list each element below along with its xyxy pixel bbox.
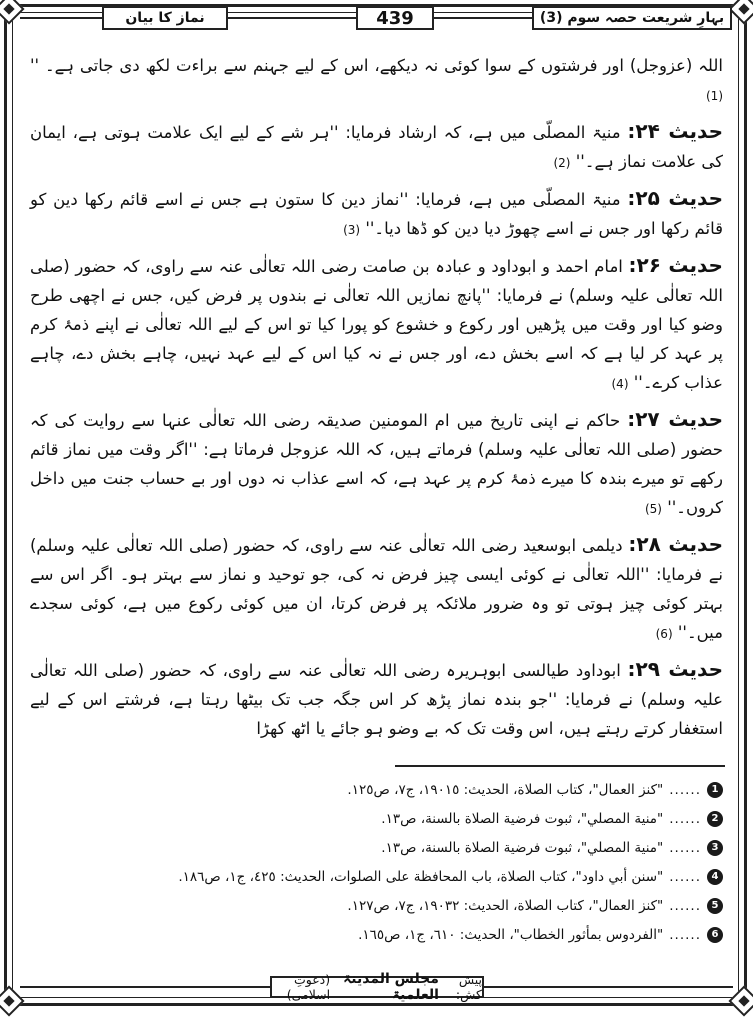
presenter-label: پیش کش: [455,972,482,1002]
footnote-text: "الفردوس بمأثور الخطاب"، الحديث: ٦١٠، ج١، ص١٦٥. [358,926,664,943]
page-header [20,6,733,32]
footnote-leader: ...... [669,897,701,914]
paragraph [30,405,723,524]
paragraph-text: دیلمی ابوسعید رضی اللہ تعالٰی عنہ سے راوی، کہ حضور (صلی اللہ تعالٰی علیہ وسلم) نے فرمایا: ''اللہ تعالٰی نے کوئی ایسی چیز فرض نہ کی، جو توحید و نماز سے بہتر ہو۔ اگر اس سے بہتر کوئی چیز ہوتی تو وہ ضرور ملائکہ پر فرض کرتا، ان میں کوئی رکوع میں ہے، کوئی سجدے میں۔'' [30,536,723,642]
footnote-number: 2 [707,811,723,827]
footer-rule [20,986,270,988]
footnote-leader: ...... [669,781,701,798]
footnote-ref: (3) [343,223,361,237]
footnote-number: 4 [707,869,723,885]
paragraph [30,117,723,178]
footnote-leader: ...... [669,810,701,827]
paragraph [30,50,723,111]
footnote-ref: (2) [553,156,571,170]
paragraph-text: منیۃ المصلّی میں ہے، کہ ارشاد فرمایا: ''ہر شے کے لیے ایک علامت ہوتی ہے، ایمان کی علامت نماز ہے۔'' [30,123,723,171]
footnote-ref: (5) [644,502,662,516]
footnote-item [30,804,723,833]
footnote-leader: ...... [669,839,701,856]
paragraph-text: ابوداود طیالسی ابوہریرہ رضی اللہ تعالٰی عنہ سے راوی، کہ حضور (صلی اللہ تعالٰی علیہ وسلم) نے فرمایا: ''جو بندہ نماز پڑھ کر اس جگہ جب تک بیٹھا رہتا ہے، فرشتے اس کے لیے استغفار کرتے رہتے ہیں، اس وقت تک کہ بے وضو ہو جائے یا اٹھ کھڑا [30,661,723,738]
footer-rule [484,986,733,988]
footnote-text: "كنز العمال"، كتاب الصلاة، الحديث: ١٩٠١٥، ج٧، ص١٢٥. [347,781,664,798]
header-rule [20,17,102,19]
footnote-text: "منية المصلي"، ثبوت فرضية الصلاة بالسنة، ص١٣. [381,839,664,856]
footnote-number: 3 [707,840,723,856]
hadith-heading: حدیث ۲۵: [627,186,724,210]
page-number: 439 [356,6,434,30]
footnote-leader: ...... [669,868,701,885]
footnote-ref: (1) [705,89,723,103]
footnote-leader: ...... [669,926,701,943]
footnote-item [30,891,723,920]
footnote-item [30,862,723,891]
footnote-text: "سنن أبي داود"، كتاب الصلاة، باب المحافظة على الصلوات، الحديث: ٤٢٥، ج١، ص١٨٦. [178,868,664,885]
footnote-number: 1 [707,782,723,798]
paragraph-text: منیۃ المصلّی میں ہے، فرمایا: ''نماز دین کا ستون ہے جس نے اسے قائم رکھا دین کو قائم رکھا اور جس نے اسے چھوڑ دیا دین کو ڈھا دیا۔'' [30,190,723,238]
hadith-heading: حدیث ۲۶: [628,253,723,277]
footnote-separator [395,765,725,767]
book-title: بہارِ شریعت حصہ سوم (3) [532,6,732,30]
footnote-text: "منية المصلي"، ثبوت فرضية الصلاة بالسنة، ص١٣. [381,810,664,827]
footnote-number: 6 [707,927,723,943]
paragraph-text: حاکم نے اپنی تاریخ میں ام المومنین صدیقہ رضی اللہ تعالٰی عنہا سے روایت کی کہ حضور (صلی اللہ تعالٰی علیہ وسلم) فرماتے ہیں، کہ اللہ عزوجل فرماتا ہے: ''اگر وقت میں نماز قائم رکھے تو میرے بندہ کا میرے ذمۂ کرم پر عہد ہے، کہ اسے عذاب نہ دوں اور بے حساب جنت میں داخل کروں۔'' [30,411,723,517]
page-footer [20,971,733,1003]
footnote-ref: (6) [655,627,673,641]
hadith-heading: حدیث ۲۸: [628,532,723,556]
paragraph-text: اللہ (عزوجل) اور فرشتوں کے سوا کوئی نہ دیکھے، اس کے لیے جہنم سے براءت لکھ دی جاتی ہے۔ '' [30,56,723,75]
hadith-heading: حدیث ۲۷: [627,407,723,431]
paragraph-text: امام احمد و ابوداود و عبادہ بن صامت رضی اللہ تعالٰی عنہ سے راوی، کہ حضور (صلی اللہ تعالٰی علیہ وسلم) نے فرمایا: ''پانچ نمازیں اللہ تعالٰی نے بندوں پر فرض کیں، جس نے اچھی طرح وضو کیا اور وقت میں پڑھیں اور رکوع و خشوع کو پورا کیا تو اس کے لیے اللہ تعالٰی نے اپنے ذمۂ کرم پر عہد کر لیا ہے کہ اسے بخش دے، اور جس نے نہ کیا اس کے لیے عہد نہیں، چاہے بخش دے، چاہے عذاب کرے۔'' [30,257,723,392]
paragraph [30,251,723,399]
header-rule [434,17,532,19]
publisher-name: مجلس المدینۃ العلمیۃ [343,971,439,1003]
footnote-number: 5 [707,898,723,914]
footnote-item [30,833,723,862]
paragraph [30,530,723,649]
main-text [30,50,723,751]
header-rule [228,17,356,19]
paragraph [30,655,723,745]
footnote-item [30,775,723,804]
publisher-tag: (دعوتِ اسلامی) [286,972,331,1002]
hadith-heading: حدیث ۲۹: [627,657,723,681]
footnote-item [30,920,723,949]
paragraph [30,184,723,245]
hadith-heading: حدیث ۲۴: [627,119,723,143]
footnotes [30,775,723,949]
publisher-box [270,971,484,1003]
footnote-text: "كنز العمال"، كتاب الصلاة، الحديث: ١٩٠٣٢، ج٧، ص١٢٧. [347,897,664,914]
footnote-ref: (4) [611,377,629,391]
chapter-title: نماز کا بیان [102,6,228,30]
